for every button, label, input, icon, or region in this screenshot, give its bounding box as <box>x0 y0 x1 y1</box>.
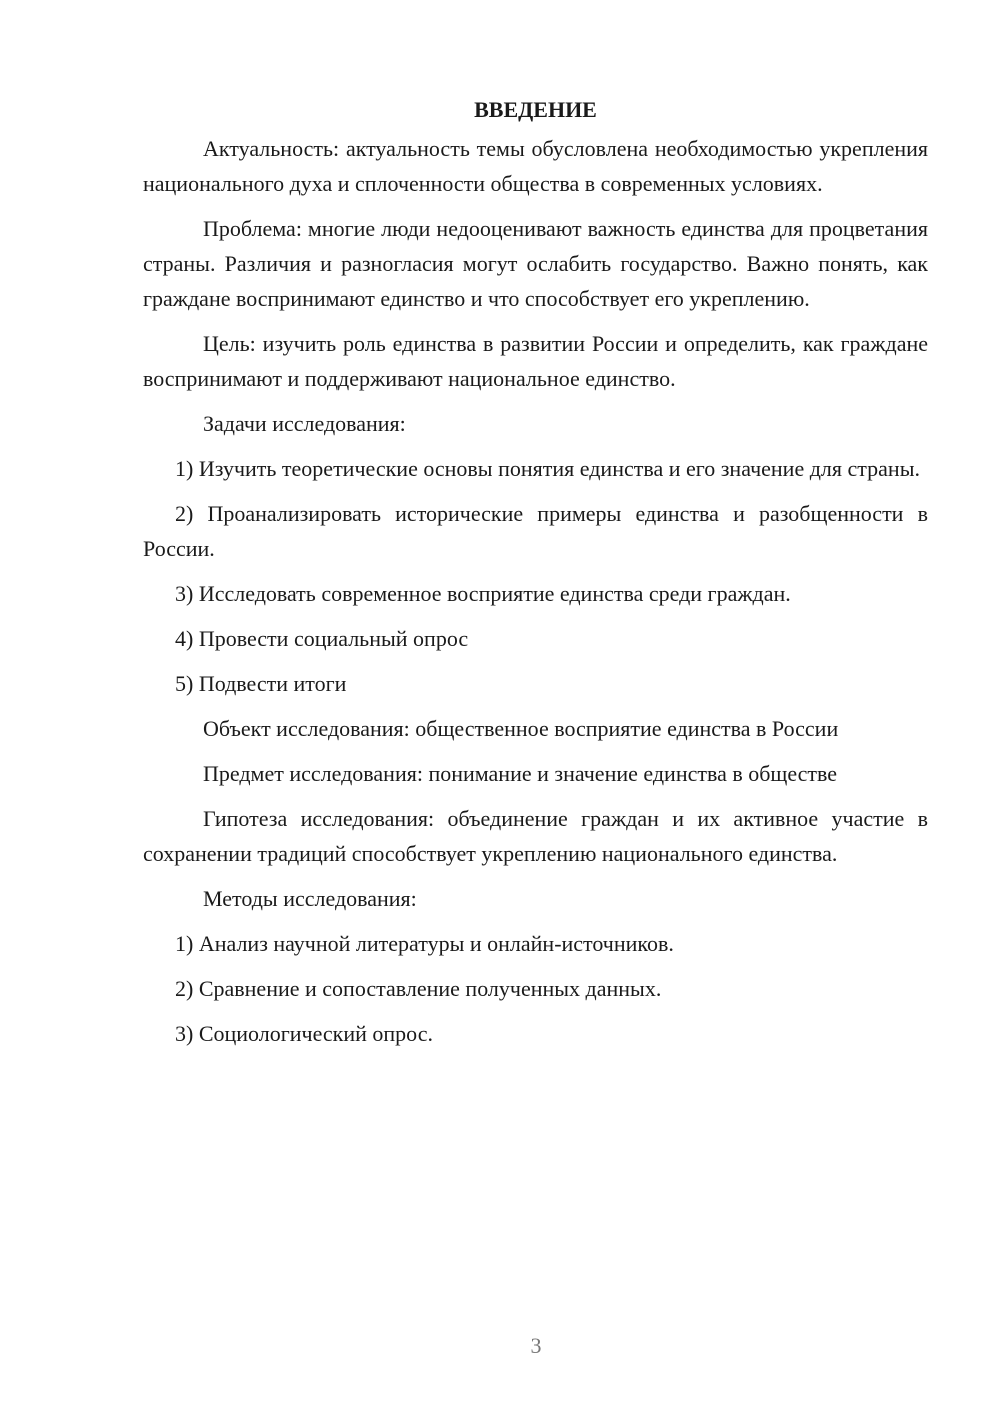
goal-paragraph: Цель: изучить роль единства в развитии России и определить, как граждане воспринимают и поддерживают национальное единство. <box>143 331 928 391</box>
page-title: ВВЕДЕНИЕ <box>474 97 597 122</box>
tasks-heading: Задачи исследования: <box>203 411 406 436</box>
task-item-1: 1) Изучить теоретические основы понятия единства и его значение для страны. <box>175 456 920 481</box>
method-item-3: 3) Социологический опрос. <box>175 1021 433 1046</box>
relevance-paragraph: Актуальность: актуальность темы обусловлена необходимостью укрепления национального духа и сплоченности общества в современных условиях. <box>143 136 928 196</box>
research-object: Объект исследования: общественное восприятие единства в России <box>203 716 839 741</box>
task-item-3: 3) Исследовать современное восприятие единства среди граждан. <box>175 581 791 606</box>
method-item-1: 1) Анализ научной литературы и онлайн-источников. <box>175 931 674 956</box>
methods-heading: Методы исследования: <box>203 886 417 911</box>
research-subject: Предмет исследования: понимание и значение единства в обществе <box>203 761 838 786</box>
task-item-4: 4) Провести социальный опрос <box>175 626 469 651</box>
document-body <box>143 92 928 1061</box>
task-item-5: 5) Подвести итоги <box>175 671 347 696</box>
problem-paragraph: Проблема: многие люди недооценивают важность единства для процветания страны. Различия и разногласия могут ослабить государство. Важно понять, как граждане воспринимают единство и что способствует его укреплению. <box>143 216 928 311</box>
page-number: 3 <box>530 1333 542 1358</box>
hypothesis-paragraph: Гипотеза исследования: объединение граждан и их активное участие в сохранении традиций способствует укреплению национального единства. <box>143 806 928 866</box>
method-item-2: 2) Сравнение и сопоставление полученных данных. <box>175 976 662 1001</box>
task-item-2: 2) Проанализировать исторические примеры единства и разобщенности в России. <box>143 501 928 561</box>
